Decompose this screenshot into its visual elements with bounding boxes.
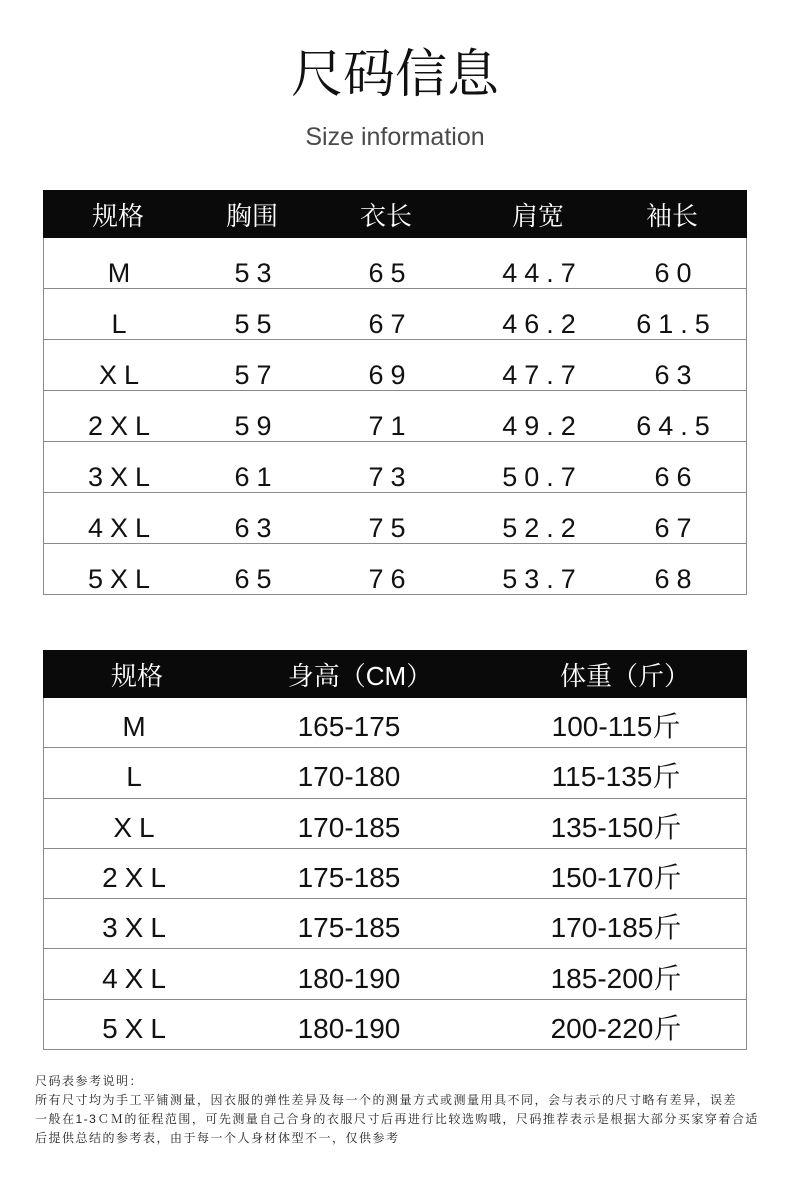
size-notes (35, 1072, 775, 1148)
shoulder-cell: 50.7 (502, 462, 583, 492)
size-cell: XL (98, 360, 147, 390)
sleeve-cell: 61.5 (636, 309, 717, 339)
table-row (44, 391, 746, 442)
size-cell: L (111, 309, 134, 339)
notes-heading: 尺码表参考说明： (35, 1074, 144, 1088)
header-length: 衣长 (359, 200, 412, 231)
height-cell: 170-180 (297, 761, 401, 793)
weight-cell: 185-200斤 (550, 962, 682, 994)
height-cell: 180-190 (297, 1012, 401, 1044)
header-size: 规格 (110, 660, 163, 691)
table-header (43, 190, 747, 238)
height-cell: 180-190 (297, 962, 401, 994)
table-row (44, 748, 746, 798)
table-body (43, 698, 747, 1050)
header-chest: 胸围 (225, 200, 278, 231)
table-row (44, 949, 746, 999)
size-cell: 4XL (87, 513, 158, 543)
size-cell: XL (113, 811, 162, 843)
size-cell: 3XL (87, 462, 158, 492)
size-cell: 2XL (87, 411, 158, 441)
page-subtitle: Size information (305, 123, 485, 151)
length-cell: 69 (368, 360, 413, 390)
notes-line: 后提供总结的参考表，由于每一个人身材体型不一，仅供参考 (35, 1131, 400, 1145)
chest-cell: 59 (234, 411, 279, 441)
size-recommendation-table (43, 650, 747, 1050)
page-title: 尺码信息 (290, 46, 499, 104)
table-row (44, 493, 746, 544)
table-header (43, 650, 747, 698)
shoulder-cell: 47.7 (502, 360, 583, 390)
size-cell: 4XL (102, 962, 173, 994)
chest-cell: 57 (234, 360, 279, 390)
measurements-table (43, 190, 747, 595)
notes-line: 所有尺寸均为手工平铺测量，因衣服的弹性差异及每一个的测量方式或测量用具不同，会与表示的尺寸略有差异，误差 (35, 1093, 738, 1107)
shoulder-cell: 46.2 (502, 309, 583, 339)
sleeve-cell: 60 (654, 258, 699, 288)
size-cell: M (122, 711, 153, 743)
length-cell: 67 (368, 309, 413, 339)
size-cell: M (107, 258, 138, 288)
shoulder-cell: 53.7 (502, 564, 583, 594)
length-cell: 75 (368, 513, 413, 543)
shoulder-cell: 49.2 (502, 411, 583, 441)
height-cell: 175-185 (297, 912, 401, 944)
table-row (44, 544, 746, 595)
shoulder-cell: 44.7 (502, 258, 583, 288)
sleeve-cell: 63 (654, 360, 699, 390)
header-shoulder: 肩宽 (511, 200, 564, 231)
sleeve-cell: 64.5 (636, 411, 717, 441)
chest-cell: 61 (234, 462, 279, 492)
weight-cell: 170-185斤 (550, 912, 682, 944)
length-cell: 71 (368, 411, 413, 441)
weight-cell: 100-115斤 (551, 711, 681, 743)
weight-cell: 150-170斤 (550, 862, 682, 894)
header-height: 身高（CM） (287, 660, 433, 691)
table-body (43, 238, 747, 595)
table-row (44, 238, 746, 289)
table-row (44, 442, 746, 493)
table-row (44, 899, 746, 949)
height-cell: 175-185 (297, 862, 401, 894)
sleeve-cell: 68 (654, 564, 699, 594)
table-row (44, 799, 746, 849)
table-row (44, 849, 746, 899)
header-weight: 体重（斤） (559, 660, 690, 691)
table-row (44, 340, 746, 391)
weight-cell: 135-150斤 (550, 811, 682, 843)
weight-cell: 115-135斤 (551, 761, 681, 793)
size-cell: 5XL (87, 564, 158, 594)
size-cell: L (126, 761, 149, 793)
sleeve-cell: 66 (654, 462, 699, 492)
notes-line: 一般在1-3ＣＭ的征程范围，可先测量自己合身的衣服尺寸后再进行比较选购哦，尺码推荐表示是根据大部分买家穿着合适 (35, 1112, 759, 1126)
shoulder-cell: 52.2 (502, 513, 583, 543)
table-row (44, 1000, 746, 1050)
header-size: 规格 (91, 200, 144, 231)
weight-cell: 200-220斤 (550, 1012, 682, 1044)
length-cell: 76 (368, 564, 413, 594)
table-row (44, 698, 746, 748)
chest-cell: 63 (234, 513, 279, 543)
height-cell: 165-175 (297, 711, 401, 743)
size-cell: 5XL (102, 1012, 173, 1044)
table-row (44, 289, 746, 340)
header-sleeve: 袖长 (645, 200, 698, 231)
height-cell: 170-185 (297, 811, 401, 843)
chest-cell: 55 (234, 309, 279, 339)
size-cell: 3XL (102, 912, 173, 944)
chest-cell: 53 (234, 258, 279, 288)
length-cell: 73 (368, 462, 413, 492)
size-cell: 2XL (102, 862, 173, 894)
sleeve-cell: 67 (654, 513, 699, 543)
length-cell: 65 (368, 258, 413, 288)
chest-cell: 65 (234, 564, 279, 594)
